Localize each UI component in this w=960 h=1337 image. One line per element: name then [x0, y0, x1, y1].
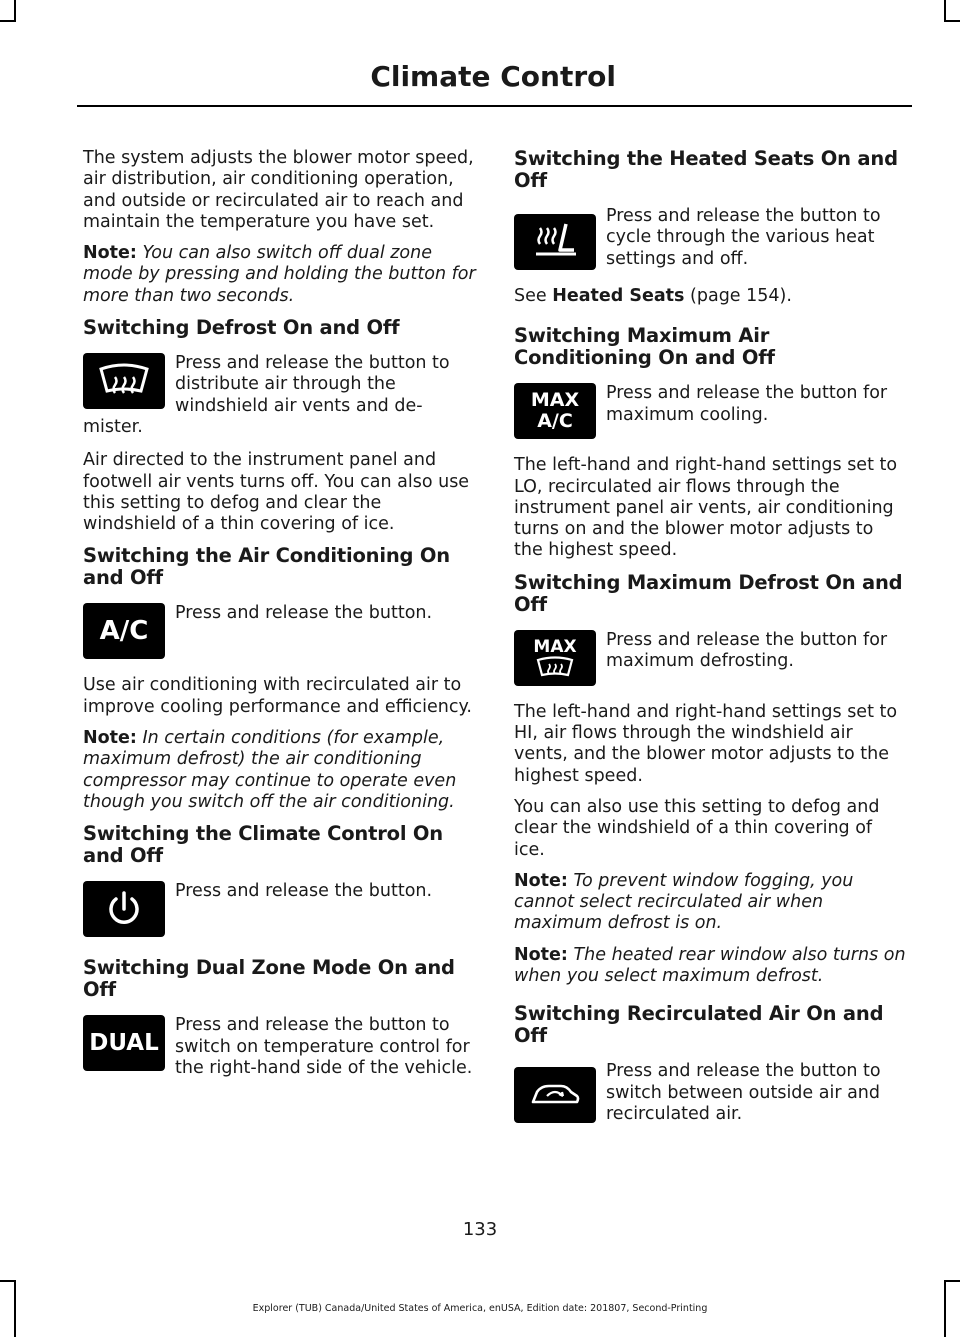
crop-mark	[944, 20, 960, 22]
note-text: The heated rear window also turns on when you select maximum defrost.	[514, 944, 906, 987]
climate-block	[83, 881, 476, 941]
note-max-defrost-rear-window	[514, 945, 907, 988]
dual-instruction: Press and release the button to switch on temperature control for the right-hand side of the vehicle.	[175, 1015, 473, 1078]
ac-paragraph: Use air conditioning with recirculated air to improve cooling performance and efficiency.	[83, 675, 472, 717]
page-title: Climate Control	[370, 60, 616, 93]
dual-icon	[83, 1015, 165, 1071]
max-defrost-instruction: Press and release the button for maximum defrosting.	[606, 629, 888, 672]
max-defrost-paragraph-1: The left-hand and right-hand settings set to HI, air flows through the windshield air vents, and the blower motor adjusts to the highest speed.	[514, 701, 898, 786]
defrost-block	[83, 353, 476, 438]
heading-recirculated-air: Switching Recirculated Air On and Off	[514, 1002, 884, 1048]
heated-seats-reference	[514, 286, 907, 307]
windshield-defrost-icon	[83, 353, 165, 409]
see-prefix: See	[514, 286, 553, 306]
windshield-defrost-icon	[535, 656, 575, 678]
ac-block	[83, 603, 476, 663]
intro-paragraph: The system adjusts the blower motor speed, air distribution, air conditioning operation, and outside or recirculated air to reach and maintain the temperature you have set.	[83, 148, 474, 232]
heading-max-ac: Switching Maximum Air Conditioning On and Off	[514, 324, 775, 370]
note-dual-zone	[83, 243, 476, 307]
dual-icon-label: DUAL	[89, 1030, 159, 1057]
heated-seat-icon	[514, 214, 596, 270]
recirc-instruction: Press and release the button to switch between outside air and recirculated air.	[606, 1061, 881, 1124]
heading-climate-control: Switching the Climate Control On and Off	[83, 822, 443, 868]
max-defrost-paragraph-2: You can also use this setting to defog and clear the windshield of a thin covering of ice.	[514, 796, 880, 860]
heated-seats-link[interactable]: Heated Seats	[552, 286, 685, 306]
max-ac-icon-label-top: MAX	[530, 389, 580, 412]
max-defrost-icon-label: MAX	[533, 636, 577, 657]
left-column	[83, 148, 476, 1091]
recirculated-air-icon	[514, 1067, 596, 1123]
ac-icon-label: A/C	[99, 616, 149, 647]
heading-max-defrost: Switching Maximum Defrost On and Off	[514, 570, 903, 616]
recirc-block	[514, 1061, 907, 1127]
note-label: Note:	[83, 728, 137, 749]
note-max-defrost-fogging	[514, 871, 907, 935]
note-label: Note:	[83, 243, 137, 264]
heading-heated-seats: Switching the Heated Seats On and Off	[514, 147, 898, 192]
ac-instruction: Press and release the button.	[175, 603, 433, 624]
crop-mark	[0, 20, 16, 22]
max-defrost-icon	[514, 630, 596, 686]
max-ac-paragraph: The left-hand and right-hand settings set to LO, recirculated air flows through the instrument panel air vents, air conditioning turns on and the blower motor adjusts to the highest speed.	[514, 455, 898, 561]
heated-block	[514, 206, 907, 274]
crop-mark	[944, 0, 946, 22]
note-text: In certain conditions (for example, maximum defrost) the air conditioning compressor may continue to operate even though you switch off the air conditioning.	[83, 728, 457, 812]
see-suffix: (page 154).	[684, 286, 792, 306]
header-divider	[77, 105, 912, 107]
defrost-paragraph: Air directed to the instrument panel and footwell air vents turns off. You can also use this setting to defog and clear the windshield of a thin covering of ice.	[83, 450, 470, 535]
note-text: To prevent window fogging, you cannot select recirculated air when maximum defrost is on.	[514, 870, 854, 934]
dual-block	[83, 1015, 476, 1079]
note-text: You can also switch off dual zone mode by pressing and holding the button for more than two seconds.	[83, 243, 476, 306]
heading-air-conditioning: Switching the Air Conditioning On and Off	[83, 544, 450, 590]
footer-edition-info: Explorer (TUB) Canada/United States of America, enUSA, Edition date: 201807, Second-Printing	[252, 1303, 708, 1314]
heading-dual-zone: Switching Dual Zone Mode On and Off	[83, 956, 455, 1002]
heated-instruction: Press and release the button to cycle through the various heat settings and off.	[606, 206, 881, 269]
defrost-instruction: Press and release the button to distribute air through the windshield air vents and de-mister.	[83, 353, 450, 437]
climate-instruction: Press and release the button.	[175, 881, 433, 902]
max-ac-icon-label-bottom: A/C	[537, 410, 573, 433]
max-ac-instruction: Press and release the button for maximum cooling.	[606, 383, 888, 425]
crop-mark	[944, 1280, 960, 1282]
heading-defrost: Switching Defrost On and Off	[83, 316, 400, 340]
power-icon	[83, 881, 165, 937]
ac-icon	[83, 603, 165, 659]
page-number: 133	[462, 1219, 498, 1240]
note-ac	[83, 728, 476, 813]
crop-mark	[0, 1280, 16, 1282]
max-ac-block	[514, 383, 907, 443]
max-ac-icon	[514, 383, 596, 439]
note-label: Note:	[514, 944, 568, 965]
note-label: Note:	[514, 870, 568, 891]
max-defrost-block	[514, 630, 907, 690]
crop-mark	[14, 0, 16, 22]
right-column	[514, 148, 907, 1139]
